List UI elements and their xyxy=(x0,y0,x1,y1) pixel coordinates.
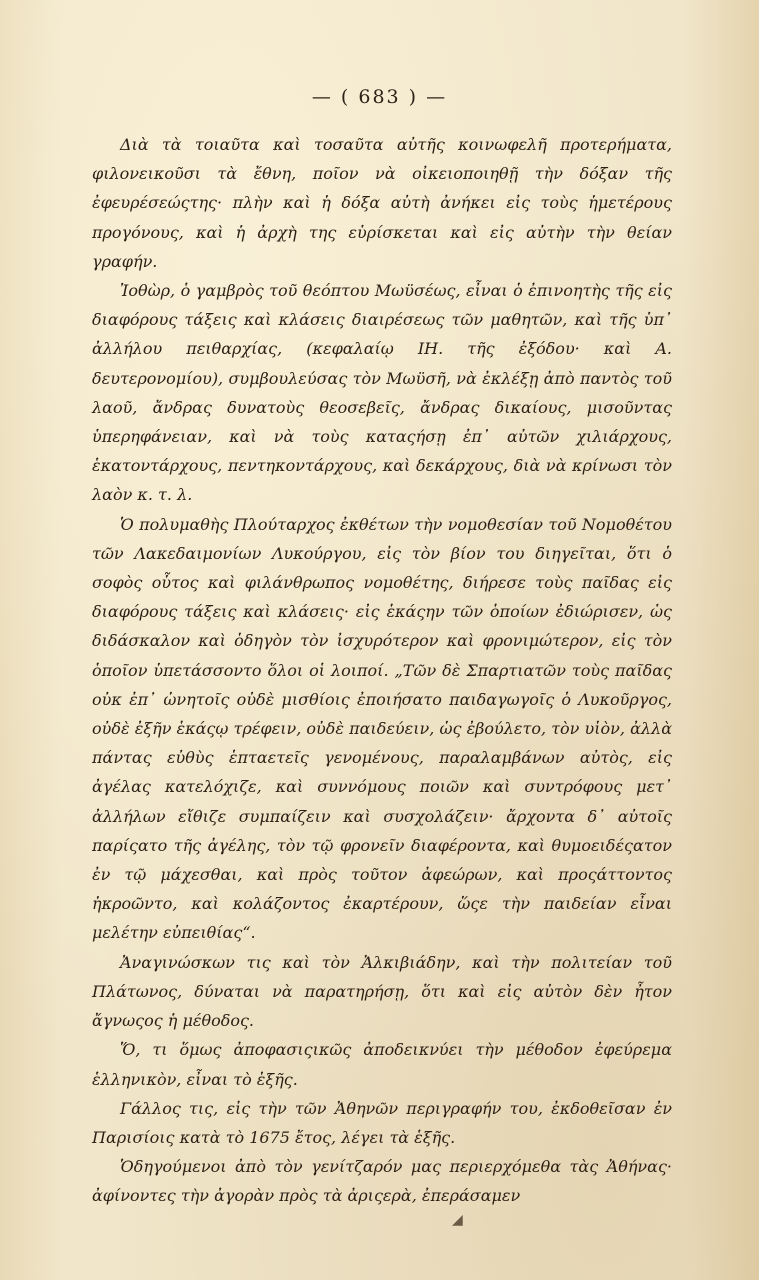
paragraph-3: Ὁ πολυμαθὴς Πλούταρχος ἐκθέτων τὴν νομοθεσίαν τοῦ Νομοθέτου τῶν Λακεδαιμονίων Λυκούργου, εἰς τὸν βίον του διηγεῖται, ὅτι ὁ σοφὸς οὗτος καὶ φιλάνθρωπος νομοθέτης, διήρεσε τοὺς παῖδας εἰς διαφόρους τάξεις καὶ κλάσεις· εἰς ἑκάςην τῶν ὁποίων ἐδιώρισεν, ὡς διδάσκαλον καὶ ὁδηγὸν τὸν ἰσχυρότερον καὶ φρονιμώτερον, εἰς τὸν ὁποῖον ὑπετάσσοντο ὅλοι οἱ λοιποί. „Τῶν δὲ Σπαρτιατῶν τοὺς παῖδας οὐκ ἐπ᾽ ὠνητοῖς οὐδὲ μισθίοις ἐποιήσατο παιδαγωγοῖς ὁ Λυκοῦργος, οὐδὲ ἐξῆν ἑκάςῳ τρέφειν, οὐδὲ παιδεύειν, ὡς ἐβούλετο, τὸν υἱὸν, ἀλλὰ πάντας εὐθὺς ἑπταετεῖς γενομένους, παραλαμβάνων αὐτὸς, εἰς ἀγέλας κατελόχιζε, καὶ συννόμους ποιῶν καὶ συντρόφους μετ᾽ ἀλλήλων εἴθιζε συμπαίζειν καὶ συσχολάζειν· ἄρχοντα δ᾽ αὐτοῖς παρίςατο τῆς ἀγέλης, τὸν τῷ φρονεῖν διαφέροντα, καὶ θυμοειδέςατον ἐν τῷ μάχεσθαι, καὶ πρὸς τοῦτον ἀφεώρων, καὶ προςάττοντος ἠκροῶντο, καὶ κολάζοντος ἐκαρτέρουν, ὥςε τὴν παιδείαν εἶναι μελέτην εὐπειθίας“. xyxy=(92,514,672,943)
paragraph-5: Ὅ, τι ὅμως ἀποφασιςικῶς ἀποδεικνύει τὴν μέθοδον ἐφεύρεμα ἑλληνικὸν, εἶναι τὸ ἑξῆς. xyxy=(92,1040,672,1089)
body-text xyxy=(92,130,672,1211)
page-number-header: — ( 683 ) — xyxy=(311,86,448,108)
paragraph-6: Γάλλος τις, εἰς τὴν τῶν Ἀθηνῶν περιγραφήν του, ἐκδοθεῖσαν ἐν Παρισίοις κατὰ τὸ 1675 ἔτος, λέγει τὰ ἑξῆς. xyxy=(92,1098,672,1147)
paragraph-7: Ὁδηγούμενοι ἀπὸ τὸν γενίτζαρόν μας περιερχόμεθα τὰς Ἀθήνας· ἀφίνοντες τὴν ἀγορὰν πρὸς τὰ ἀριςερὰ, ἐπεράσαμεν xyxy=(92,1157,672,1206)
ink-mark-icon: ◢ xyxy=(452,1212,463,1228)
paragraph-1: Διὰ τὰ τοιαῦτα καὶ τοσαῦτα αὐτῆς κοινωφελῆ προτερήματα, φιλονεικοῦσι τὰ ἔθνη, ποῖον νὰ οἰκειοποιηθῇ τὴν δόξαν τῆς ἐφευρέσεώςτης· πλὴν καὶ ἡ δόξα αὐτὴ ἀνήκει εἰς τοὺς ἡμετέρους προγόνους, καὶ ἡ ἀρχὴ της εὑρίσκεται καὶ εἰς αὐτὴν τὴν θείαν γραφήν. xyxy=(92,135,672,271)
paragraph-2: Ἰοθὼρ, ὁ γαμβρὸς τοῦ θεόπτου Μωϋσέως, εἶναι ὁ ἐπινοητὴς τῆς εἰς διαφόρους τάξεις καὶ κλάσεις διαιρέσεως τῶν μαθητῶν, καὶ τῆς ὑπ᾽ ἀλλήλου πειθαρχίας, (κεφαλαίῳ ΙΗ. τῆς ἐξόδου· καὶ Α. δευτερονομίου), συμβουλεύσας τὸν Μωϋσῆ, νὰ ἐκλέξῃ ἀπὸ παντὸς τοῦ λαοῦ, ἄνδρας δυνατοὺς θεοσεβεῖς, ἄνδρας δικαίους, μισοῦντας ὑπερηφάνειαν, καὶ νὰ τοὺς καταςήσῃ ἐπ᾽ αὐτῶν χιλιάρχους, ἑκατοντάρχους, πεντηκοντάρχους, καὶ δεκάρχους, διὰ νὰ κρίνωσι τὸν λαὸν κ. τ. λ. xyxy=(92,281,672,505)
paragraph-4: Ἀναγινώσκων τις καὶ τὸν Ἀλκιβιάδην, καὶ τὴν πολιτείαν τοῦ Πλάτωνος, δύναται νὰ παρατηρήσῃ, ὅτι καὶ εἰς αὐτὸν δὲν ἦτον ἄγνωςος ἡ μέθοδος. xyxy=(92,952,672,1031)
